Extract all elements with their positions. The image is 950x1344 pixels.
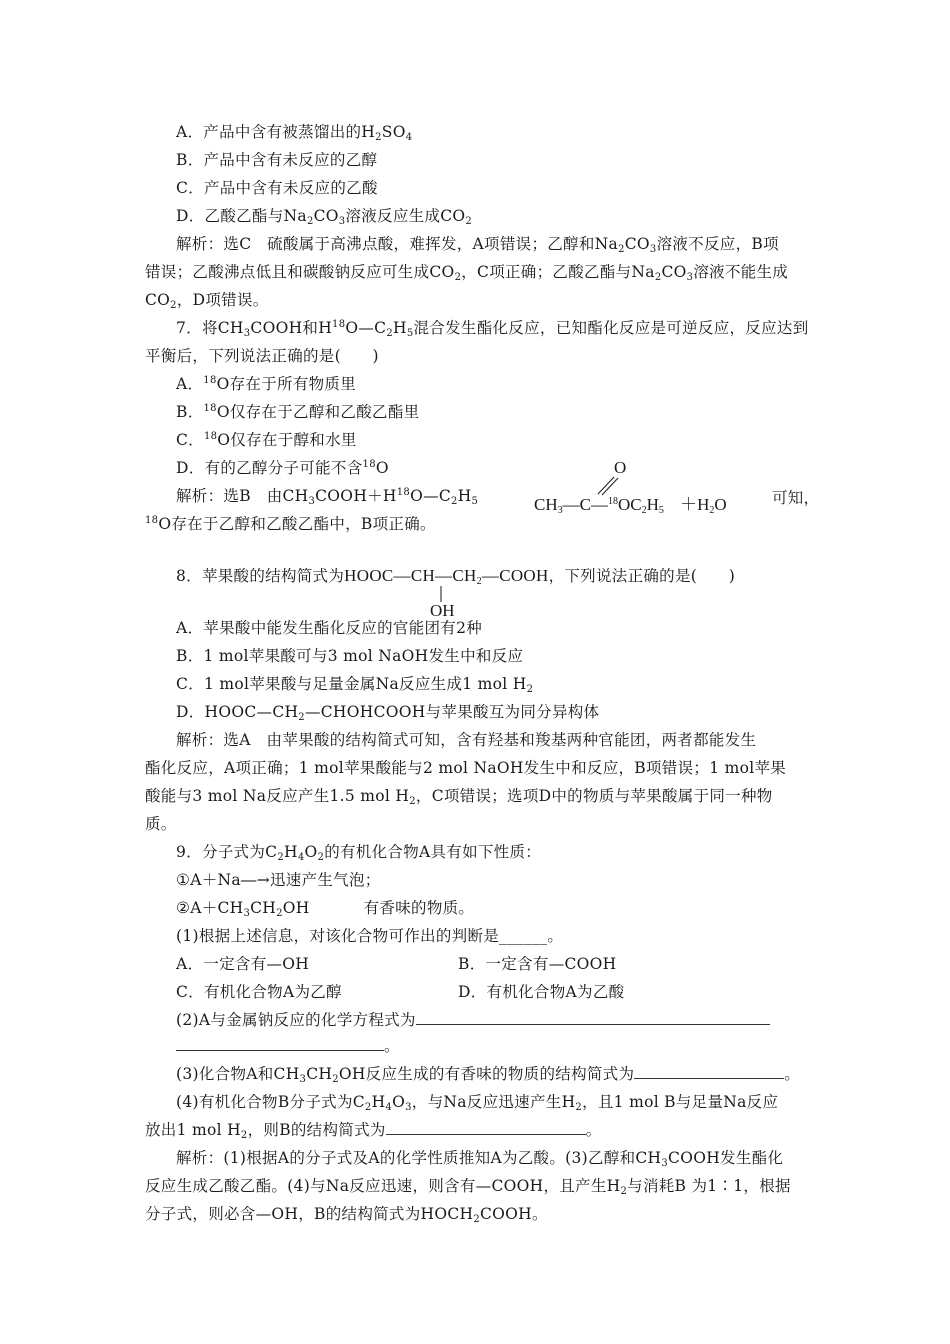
answer-blank-2b[interactable] (176, 1036, 384, 1051)
answer-blank-3[interactable] (634, 1064, 784, 1079)
q6-option-d: D．乙酸乙酯与$Na_2CO_3$溶液反应生成$CO_2$ (176, 207, 473, 227)
q9-analysis-line2: 反应生成乙酸乙酯。(4)与Na反应迅速，则含有—COOH，且产生$H_2$与消耗B 为1∶1，根据 (145, 1177, 791, 1197)
q6-option-a: A．产品中含有被蒸馏出的$H_2SO_4$ (176, 123, 413, 143)
q7-analysis-tail: 可知， (772, 489, 820, 507)
q9-sub2-cont: 。 (176, 1036, 400, 1056)
answer-blank-4[interactable] (386, 1120, 586, 1135)
q6-analysis-line2: 错误；乙酸沸点低且和碳酸钠反应可生成$CO_2$，C项正确；乙酸乙酯与$Na_2CO_3$溶液不能生成 (145, 263, 789, 283)
q9-sub2: (2)A与金属钠反应的化学方程式为 (176, 1010, 770, 1030)
q7-analysis-line2: $^{18}$O存在于乙醇和乙酸乙酯中，B项正确。 (145, 515, 436, 533)
q9-option-c: C．有机化合物A为乙醇 (176, 983, 342, 1001)
q9-property-2: $②A+CH_3CH_2OH$ 有香味的物质。 (176, 899, 475, 919)
q7-stem-line2: 平衡后，下列说法正确的是( ) (145, 347, 379, 365)
oh-group: OH (430, 601, 455, 620)
ester-formula: $CH_3—C—^{18}OC_2H_5 +H_2O$ (534, 495, 727, 516)
q7-option-b: B．$^{18}$O仅存在于乙醇和乙酸乙酯里 (176, 403, 420, 421)
q8-option-d: D．$HOOC—CH_2—CHOHCOOH$与苹果酸互为同分异构体 (176, 703, 600, 723)
q8-option-c: C．1 mol苹果酸与足量金属Na反应生成1 mol $H_2$ (176, 675, 534, 695)
q9-option-d: D．有机化合物A为乙酸 (458, 983, 625, 1001)
q6-analysis-line1: 解析：选C 硫酸属于高沸点酸，难挥发，A项错误；乙醇和$Na_2CO_3$溶液不反应，B项 (176, 235, 779, 255)
q9-analysis-line3: 分子式，则必含—OH，B的结构简式为$HOCH_2COOH$。 (145, 1205, 548, 1225)
q9-analysis-line1: 解析：(1)根据A的分子式及A的化学性质推知A为乙酸。(3)乙醇和$CH_3COOH$发生酯化 (176, 1149, 784, 1169)
q9-property-1: ①A＋Na―→迅速产生气泡； (176, 871, 381, 889)
q8-analysis-line2: 酯化反应，A项正确；1 mol苹果酸能与2 mol NaOH发生中和反应，B项错误；1 mol苹果 (145, 759, 787, 777)
answer-blank-2a[interactable] (416, 1010, 770, 1025)
q8-option-a: A．苹果酸中能发生酯化反应的官能团有2种 (176, 619, 483, 637)
q9-sub1: (1)根据上述信息，对该化合物可作出的判断是______。 (176, 927, 564, 945)
q8-option-b: B．1 mol苹果酸可与3 mol NaOH发生中和反应 (176, 647, 524, 665)
q9-stem: 9．分子式为$C_2H_4O_2$的有机化合物A具有如下性质： (176, 843, 542, 863)
q7-option-c: C．$^{18}$O仅存在于醇和水里 (176, 431, 357, 449)
q9-sub4-line2: 放出1 mol $H_2$，则B的结构简式为 。 (145, 1121, 602, 1141)
q7-analysis-line1: 解析：选B 由$CH_3COOH+H^{18}O—C_2H_5$ (176, 487, 479, 507)
q7-option-d: D．有的乙醇分子可能不含$^{18}$O (176, 459, 389, 477)
q8-analysis-line4: 质。 (145, 815, 177, 833)
carbonyl-oxygen: O (614, 458, 627, 477)
q8-stem: 8．苹果酸的结构简式为$HOOC—CH—CH_2—COOH$，下列说法正确的是( ) (176, 566, 736, 587)
q6-option-c: C．产品中含有未反应的乙酸 (176, 179, 378, 197)
q9-option-b: B．一定含有—COOH (458, 955, 617, 973)
q9-option-a: A．一定含有—OH (176, 955, 310, 973)
carbonyl-double-bond (596, 474, 622, 496)
q6-analysis-line3: $CO_2$，D项错误。 (145, 291, 269, 311)
q7-stem-line1: 7．将$CH_3COOH$和$H^{18}O—C_2H_5$混合发生酯化反应，已知酯化反应是可逆反应，反应达到 (176, 319, 809, 339)
q9-sub3: (3)化合物A和$CH_3CH_2OH$反应生成的有香味的物质的结构简式为 。 (176, 1065, 801, 1085)
q9-sub4: (4)有机化合物B分子式为$C_2H_4O_3$，与Na反应迅速产生$H_2$，且1 mol B与足量Na反应 (176, 1093, 779, 1113)
q8-analysis-line3: 酸能与3 mol Na反应产生1.5 mol $H_2$，C项错误；选项D中的物质与苹果酸属于同一种物 (145, 787, 773, 807)
q7-option-a: A．$^{18}$O存在于所有物质里 (176, 375, 357, 393)
q8-analysis-line1: 解析：选A 由苹果酸的结构简式可知，含有羟基和羧基两种官能团，两者都能发生 (176, 731, 757, 749)
q6-option-b: B．产品中含有未反应的乙醇 (176, 151, 378, 169)
